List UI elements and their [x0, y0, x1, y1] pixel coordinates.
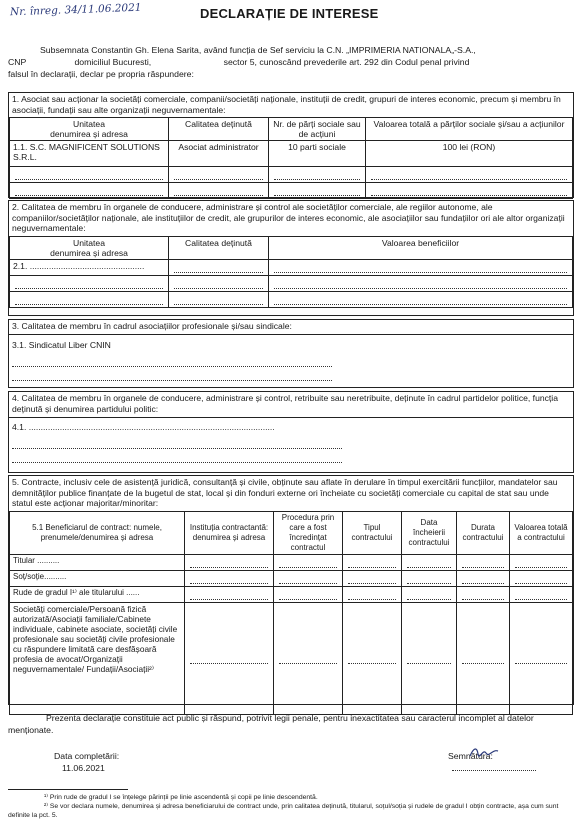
section-3-heading: 3. Calitatea de membru în cadrul asociațiilor profesionale și/sau sindicale:: [12, 321, 292, 331]
s1-row1-unit: 1.1. S.C. MAGNIFICENT SOLUTIONS S.R.L.: [10, 141, 169, 167]
section-3-item: 3.1. Sindicatul Liber CNIN: [12, 340, 111, 350]
s5-row-relatives: Rude de gradul I¹⁾ ale titularului ......: [10, 587, 185, 603]
s1-header-value: Valoarea totală a părților sociale și/sau a acțiunilor: [366, 118, 573, 141]
page-title: DECLARAȚIE DE INTERESE: [200, 6, 379, 21]
intro-line-3: falsul în declarații, declar pe propria răspundere:: [8, 69, 194, 79]
s5-row-spouse: Soț/soție..........: [10, 571, 185, 587]
s1-row1-quality: Asociat administrator: [169, 141, 269, 167]
s5-header-procedure: Procedura prin care a fost încredințat contractul: [274, 512, 343, 555]
s2-header-quality: Calitatea deținută: [169, 237, 269, 260]
s1-row1-shares: 10 parti sociale: [269, 141, 366, 167]
section-2-table: [9, 236, 573, 308]
section-3-box: [8, 319, 574, 388]
intro-line-1: Subsemnata Constantin Gh. Elena Sarita, având funcția de Sef serviciu la C.N. „IMPRIMERIA NATIONALA„-S.A.,: [40, 45, 476, 55]
s1-header-shares: Nr. de părți sociale sau de acțiuni: [269, 118, 366, 141]
section-4-box: [8, 391, 574, 473]
footnote-separator: [8, 789, 128, 790]
s5-header-value: Valoarea totală a contractului: [510, 512, 573, 555]
s1-header-unit: Unitatea denumirea și adresa: [10, 118, 169, 141]
footnote-2: ²⁾ Se vor declara numele, denumirea și adresa beneficiarului de contract unde, prin calitatea deținută, titularul, soțul/soția și rudele de gradul I obțin contracte, așa cum sunt definite la pct. 5.: [8, 803, 559, 819]
s5-header-type: Tipul contractului: [343, 512, 402, 555]
section-2-box: [8, 200, 574, 316]
section-5-heading: 5. Contracte, inclusiv cele de asistență juridică, consultanță și civile, obținute sau aflate în derulare în timpul exercitării funcțiilor, mandatelor sau demnităților publice finanțate de la bugetul de stat, local și din fonduri externe ori încheiate cu societăți comerciale cu capital de stat sau unde statul este acționar majoritar/minoritar:: [12, 477, 558, 508]
section-1-table: [9, 117, 573, 199]
s2-header-benefits: Valoarea beneficiilor: [269, 237, 573, 260]
s5-header-institution: Instituția contractantă: denumirea și adresa: [185, 512, 274, 555]
registration-number: Nr. înreg. 34/11.06.2021: [9, 1, 142, 19]
date-label: Data completării:: [54, 751, 120, 761]
intro-line-2: CNP domiciliul Bucuresti, sector 5, cunoscând prevederile art. 292 din Codul penal privind: [8, 57, 470, 67]
section-1-box: [8, 92, 574, 198]
s5-row-holder: Titular ..........: [10, 555, 185, 571]
signature-scribble: [468, 745, 500, 759]
signature-mark: [468, 745, 500, 759]
s5-header-beneficiary: 5.1 Beneficiarul de contract: numele, prenumele/denumirea și adresa: [10, 512, 185, 555]
date-value: 11.06.2021: [62, 763, 105, 773]
s1-row1-value: 100 lei (RON): [366, 141, 573, 167]
footnote-1: ¹⁾ Prin rude de gradul I se înțelege părinții pe linie ascendentă și copii pe linie descendentă.: [44, 794, 318, 801]
signature-label: Semnătura:: [448, 751, 493, 761]
section-5-box: [8, 475, 574, 705]
section-4-heading: 4. Calitatea de membru în organele de conducere, administrare și control, retribuite sau neretribuite, deținute în cadrul partidelor politice, funcția deținută și denumirea partidului politic:: [12, 393, 559, 414]
section-4-item: 4.1. .......................................................................................................: [12, 422, 275, 432]
s5-header-date: Data încheierii contractului: [402, 512, 457, 555]
section-2-heading: 2. Calitatea de membru în organele de conducere, administrare și control ale societăților comerciale, ale regiilor autonome, ale companiilor/societăților naționale, ale instituțiilor de credit, ale grupurilor de interes economic, ale asociațiilor sau fundațiilor ori ale altor organizații neguvernamentale:: [12, 202, 565, 233]
s5-row-companies: Societăți comerciale/Persoană fizică autorizată/Asociații familiale/Cabinete individuale, cabinete asociate, societăți civile profesionale sau societăți civile profesionale cu răspundere limitată care desfășoară profesia de avocat/Organizații neguvernamentale/ Fundații/Asociații²⁾: [10, 603, 185, 715]
s1-header-quality: Calitatea deținută: [169, 118, 269, 141]
s2-header-unit: Unitatea denumirea și adresa: [10, 237, 169, 260]
s2-row-label: 2.1. ................................................: [10, 260, 169, 276]
signature-line: [452, 768, 536, 771]
section-1-heading: 1. Asociat sau acționar la societăți comerciale, companii/societăți naționale, instituții de credit, grupuri de interes economic, precum și membru în asociații, fundații sau alte organizații neguvernamentale:: [12, 94, 561, 115]
closing-statement: Prezenta declarație constituie act public și răspund, potrivit legii penale, pentru inexactitatea sau caracterul incomplet al datelor menționate.: [8, 713, 534, 735]
s5-header-duration: Durata contractului: [457, 512, 510, 555]
section-5-table: [9, 511, 573, 715]
